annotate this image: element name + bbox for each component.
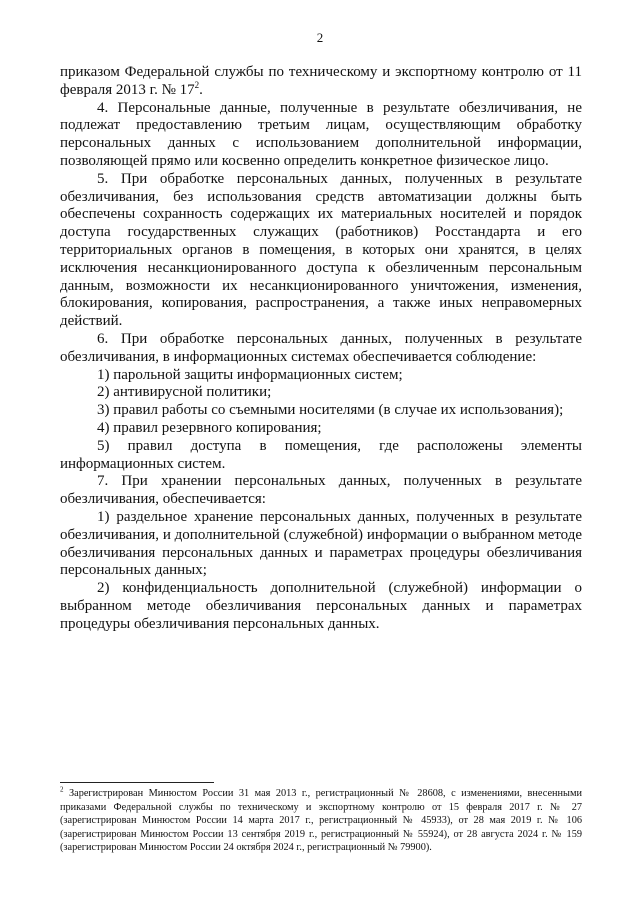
paragraph-p6-2 bbox=[60, 384, 582, 402]
document-body bbox=[60, 64, 582, 634]
paragraph-text: 2) конфиденциальность дополнительной (служебной) информации о выбранном методе обезличивания персональных данных и параметрах процедуры обезличивания персональных данных. bbox=[60, 580, 582, 632]
footnote bbox=[60, 787, 582, 855]
paragraph-text: 7. При хранении персональных данных, полученных в результате обезличивания, обеспечивается: bbox=[60, 473, 582, 508]
paragraph-text: 5. При обработке персональных данных, полученных в результате обезличивания, без использования средств автоматизации должны быть обеспечены сохранность содержащих их материальных носителей и порядок доступа государственных служащих (работников) Росстандарта и его территориальных органов в помещения, в которых они хранятся, в целях исключения несанкционированного доступа к обезличенным персональным данным, возможности их несанкционированного уничтожения, изменения, блокирования, копирования, распространения, а также иных неправомерных действий. bbox=[60, 170, 582, 330]
paragraph-p5 bbox=[60, 171, 582, 331]
paragraph-text: приказом Федеральной службы по техническому и экспортному контролю от 11 февраля 2013 г. № 17 bbox=[60, 64, 582, 98]
paragraph-p4 bbox=[60, 100, 582, 171]
footnote-text: Зарегистрирован Минюстом России 31 мая 2013 г., регистрационный № 28608, с изменениями, внесенными приказами Федеральной службы по техническому и экспортному контролю от 15 февраля 2017 г. № 27 (зарегистрирован Минюстом России 14 марта 2017 г., регистрационный № 45933), от 28 мая 2019 г. № 106 (зарегистрирован Минюстом России 13 сентября 2019 г., регистрационный № 55924), от 28 августа 2024 г. № 159 (зарегистрирован Минюстом России 24 октября 2024 г., регистрационный № 79900). bbox=[60, 788, 582, 853]
footnote-reference: 2 bbox=[194, 79, 200, 90]
paragraph-text: 5) правил доступа в помещения, где расположены элементы информационных систем. bbox=[60, 437, 582, 472]
paragraph-text: 1) раздельное хранение персональных данных, полученных в результате обезличивания, и дополнительной (служебной) информации о выбранном методе обезличивания персональных данных и параметрах процедуры обезличивания персональных данных; bbox=[60, 508, 582, 579]
paragraph-p6-4 bbox=[60, 420, 582, 438]
paragraph-text: 4) правил резервного копирования; bbox=[97, 419, 322, 436]
paragraph-text: 1) парольной защиты информационных систем; bbox=[97, 366, 403, 383]
paragraph-p6-3 bbox=[60, 402, 582, 420]
paragraph-text: 6. При обработке персональных данных, полученных в результате обезличивания, в информационных системах обеспечивается соблюдение: bbox=[60, 330, 582, 365]
paragraph-cont bbox=[60, 64, 582, 100]
paragraph-text: 4. Персональные данные, полученные в результате обезличивания, не подлежат предоставлению третьим лицам, осуществляющим обработку персональных данных с использованием дополнительной информации, позволяющей прямо или косвенно определить конкретное физическое лицо. bbox=[60, 99, 582, 169]
paragraph-text: 3) правил работы со съемными носителями (в случае их использования); bbox=[97, 402, 564, 419]
paragraph-p7-1 bbox=[60, 509, 582, 580]
footnote-divider bbox=[60, 782, 214, 783]
footnote-marker: 2 bbox=[60, 785, 64, 794]
page-number: 2 bbox=[316, 30, 324, 45]
paragraph-p6-1 bbox=[60, 367, 582, 385]
paragraph-p6 bbox=[60, 331, 582, 367]
paragraph-p7-2 bbox=[60, 580, 582, 633]
paragraph-p7 bbox=[60, 473, 582, 509]
paragraph-tail: . bbox=[199, 81, 203, 98]
paragraph-p6-5 bbox=[60, 438, 582, 474]
paragraph-text: 2) антивирусной политики; bbox=[97, 384, 272, 401]
